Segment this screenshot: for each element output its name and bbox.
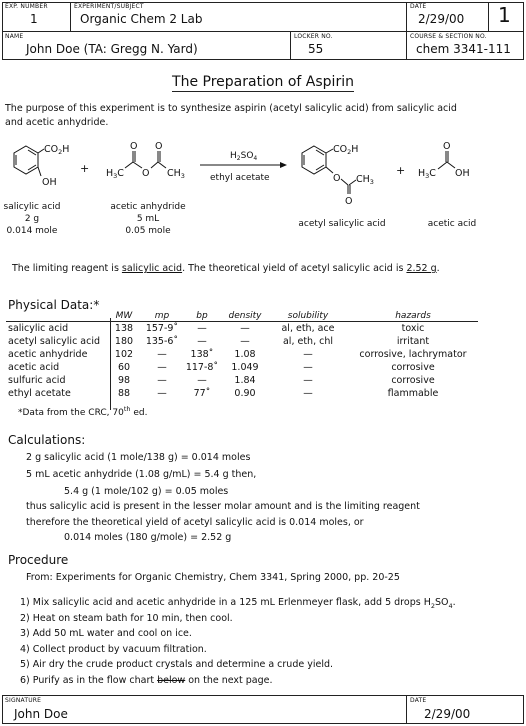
- header-sep-4: [290, 31, 291, 60]
- table-row: acetyl salicylic acid 180 135-6˚ — — al, eth, chl irritant: [8, 336, 430, 347]
- course: chem 3341-111: [416, 42, 511, 56]
- calc-line-6: 0.014 moles (180 g/mole) = 2.52 g: [64, 532, 232, 543]
- header-sep-3: [488, 2, 489, 31]
- limiting-statement: The limiting reagent is salicylic acid. The theoretical yield of acetyl salicylic acid is 2.52 g.: [12, 263, 440, 274]
- procedure-step-1: 1) Mix salicylic acid and acetic anhydride in a 125 mL Erlenmeyer flask, add 5 drops $H_2SO_4$.: [20, 597, 456, 610]
- purpose-line-1: The purpose of this experiment is to synthesize aspirin (acetyl salicylic acid) from salicylic acid: [5, 103, 457, 114]
- reactant2-name: acetic anhydride: [110, 202, 186, 212]
- date-label: DATE: [410, 3, 427, 10]
- aspirin-co2h: $CO_2H$: [333, 144, 359, 156]
- physical-data-heading: Physical Data:*: [8, 298, 100, 312]
- reactant1-amount: 2 g: [24, 214, 40, 224]
- table-header-row: [6, 310, 478, 321]
- plus-sign-1: +: [80, 162, 90, 175]
- header-sep-2: [406, 2, 407, 60]
- physical-data-footnote: *Data from the CRC, 70th ed.: [18, 405, 148, 418]
- anhydride-o-bridge: O: [142, 168, 150, 179]
- anhydride-o1: O: [130, 141, 138, 152]
- reactant1-name: salicylic acid: [3, 202, 61, 212]
- acetic-acid-structure: [438, 151, 455, 169]
- plus-sign-2: +: [396, 164, 406, 177]
- footer-sep: [406, 695, 407, 724]
- procedure-heading: Procedure: [8, 553, 69, 567]
- calc-line-5: therefore the theoretical yield of acetyl salicylic acid is 0.014 moles, or: [26, 517, 364, 528]
- procedure-source: From: Experiments for Organic Chemistry, Chem 3341, Spring 2000, pp. 20-25: [26, 572, 400, 583]
- reactant1-caption: [0, 201, 64, 237]
- theoretical-yield: 2.52 g: [406, 263, 437, 274]
- anhydride-ch3: $CH_3$: [167, 168, 185, 180]
- locker-number: 55: [308, 42, 324, 56]
- exp-number-label: EXP. NUMBER: [5, 3, 48, 10]
- col-mw: MW: [115, 310, 133, 321]
- acetic-acid-o: O: [443, 141, 451, 152]
- physical-data-table-wrap: [6, 310, 478, 400]
- col-mp: mp: [154, 310, 170, 321]
- salicylic-oh: OH: [42, 177, 57, 188]
- name: John Doe (TA: Gregg N. Yard): [26, 42, 198, 56]
- footer-date-label: DATE: [410, 697, 427, 704]
- table-name-divider: [110, 318, 111, 410]
- table-row: sulfuric acid 98 — — 1.84 — corrosive: [8, 375, 435, 386]
- acetic-acid-oh: OH: [455, 168, 470, 179]
- calc-line-4: thus salicylic acid is present in the lesser molar amount and is the limiting reagent: [26, 501, 420, 512]
- table-row: salicylic acid 138 157-9˚ — — al, eth, ace toxic: [8, 323, 425, 334]
- aspirin-o-carbonyl: O: [345, 196, 353, 207]
- anhydride-o2: O: [155, 141, 163, 152]
- reactant2-amount: 5 mL: [136, 214, 160, 224]
- calc-line-2: 5 mL acetic anhydride (1.08 g/mL) = 5.4 g then,: [26, 469, 257, 480]
- reaction-arrow-head: [280, 162, 287, 168]
- salicylic-co2h: $CO_2H$: [44, 144, 70, 156]
- struck-word: below: [157, 675, 186, 686]
- procedure-step-4: 4) Collect product by vacuum filtration.: [20, 644, 207, 655]
- table-row: ethyl acetate 88 — 77˚ 0.90 — flammable: [8, 388, 439, 399]
- acetic-anhydride-structure: [125, 151, 166, 168]
- table-row: acetic acid 60 — 117-8˚ 1.049 — corrosive: [8, 362, 435, 373]
- reagent-solvent: ethyl acetate: [210, 173, 270, 183]
- product2-name: acetic acid: [427, 219, 477, 229]
- locker-label: LOCKER NO.: [294, 33, 333, 40]
- col-bp: bp: [196, 310, 208, 321]
- name-label: NAME: [5, 33, 24, 40]
- acetic-acid-h3c: $H_3C$: [418, 168, 436, 180]
- aspirin-ch3: $CH_3$: [356, 174, 374, 186]
- procedure-step-2: 2) Heat on steam bath for 10 min, then cool.: [20, 613, 233, 624]
- physical-data-table: [6, 310, 478, 400]
- purpose-line-2: and acetic anhydride.: [5, 117, 109, 128]
- reactant2-caption: [100, 201, 196, 237]
- col-solubility: solubility: [287, 310, 329, 321]
- limiting-reagent: salicylic acid: [121, 263, 183, 274]
- page-title: The Preparation of Aspirin: [172, 74, 354, 90]
- table-row: acetic anhydride 102 — 138˚ 1.08 — corrosive, lachrymator: [8, 349, 467, 360]
- calc-line-1: 2 g salicylic acid (1 mole/138 g) = 0.014 moles: [26, 452, 251, 463]
- col-hazards: hazards: [395, 310, 431, 321]
- purpose: [5, 102, 457, 130]
- header-sep-1: [70, 2, 71, 31]
- signature: John Doe: [14, 707, 68, 721]
- product1-name: acetyl salicylic acid: [298, 219, 386, 229]
- reactant2-moles: 0.05 mole: [125, 226, 171, 236]
- date: 2/29/00: [418, 12, 465, 26]
- anhydride-h3c: $H_3C$: [106, 168, 124, 180]
- aspirin-o-ester: O: [333, 173, 341, 184]
- exp-number: 1: [30, 12, 38, 26]
- header-divider: [2, 31, 524, 32]
- procedure-step-5: 5) Air dry the crude product crystals and determine a crude yield.: [20, 659, 334, 670]
- salicylic-acid-structure: [14, 146, 44, 176]
- procedure-step-6: 6) Purify as in the flow chart below on the next page.: [20, 675, 273, 686]
- page-number: 1: [498, 3, 511, 27]
- reactant1-moles: 0.014 mole: [6, 226, 58, 236]
- reagent-h2so4: $H_2SO_4$: [230, 151, 258, 162]
- subject-label: EXPERIMENT/SUBJECT: [74, 3, 144, 10]
- footer-date: 2/29/00: [424, 707, 471, 721]
- course-label: COURSE & SECTION NO.: [410, 33, 487, 40]
- procedure-step-3: 3) Add 50 mL water and cool on ice.: [20, 628, 192, 639]
- calc-line-3: 5.4 g (1 mole/102 g) = 0.05 moles: [64, 486, 229, 497]
- signature-label: SIGNATURE: [5, 697, 42, 704]
- calculations-heading: Calculations:: [8, 433, 86, 447]
- col-density: density: [228, 310, 262, 321]
- subject: Organic Chem 2 Lab: [80, 12, 203, 26]
